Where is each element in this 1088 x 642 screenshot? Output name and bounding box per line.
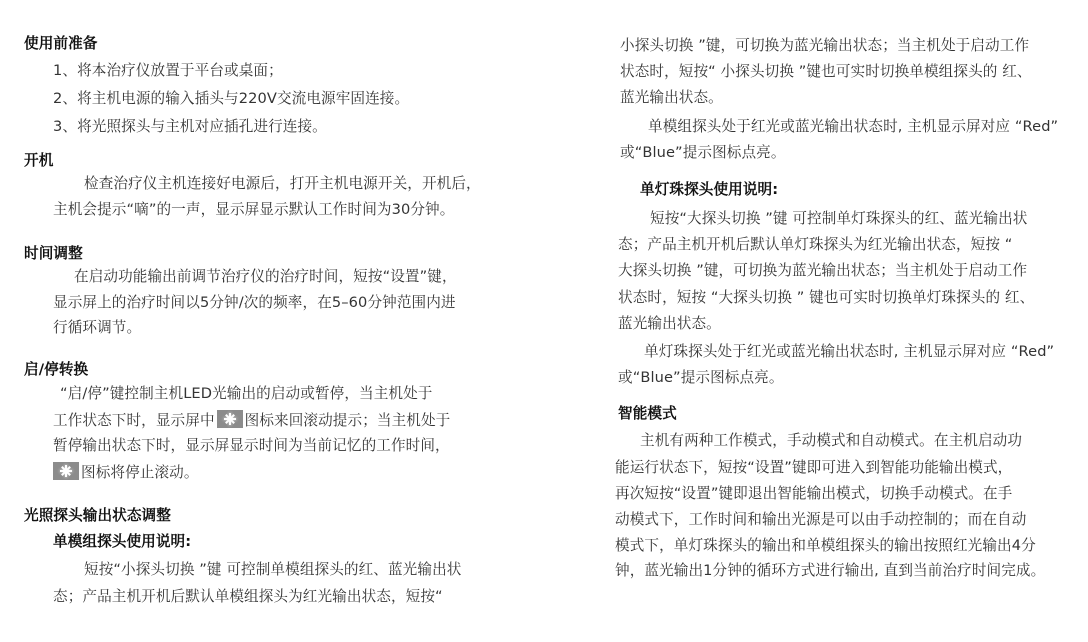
single-probe-line-5: 蓝光输出状态。 [618,315,721,332]
smart-mode-line-5: 模式下，单灯珠探头的输出和单模组探头的输出按照红光输出4分 [615,537,1036,554]
prep-step-1: 1、将本治疗仪放置于平台或桌面； [53,62,283,79]
single-display-line-2: 或“Blue”提示图标点亮。 [618,369,784,386]
module-probe-cont-line-2: 状态时，短按“ 小探头切换 ”键也可实时切换单模组探头的 红、 [620,63,1032,80]
start-stop-line-2b: 图标来回滚动提示；当主机处于 [244,412,451,429]
smart-mode-line-6: 钟，蓝光输出1分钟的循环方式进行输出, 直到当前治疗时间完成。 [615,562,1046,579]
section-title-power-on: 开机 [24,152,54,169]
single-probe-line-4: 状态时，短按 “大探头切换 ” 键也可实时切换单灯珠探头的 红、 [618,289,1035,306]
time-adjust-line-1: 在启动功能输出前调节治疗仪的治疗时间，短按“设置”键， [74,268,457,285]
section-title-probe-output: 光照探头输出状态调整 [24,507,171,524]
start-stop-line-2 [53,410,450,431]
module-probe-line-1: 短按“小探头切换 ”键 可控制单模组探头的红、蓝光输出状 [84,561,462,578]
start-stop-line-1: “启/停”键控制主机LED光输出的启动或暂停，当主机处于 [60,385,433,402]
subsection-title-single-probe: 单灯珠探头使用说明: [640,181,779,198]
module-probe-cont-line-3: 蓝光输出状态。 [620,89,723,106]
prep-step-3: 3、将光照探头与主机对应插孔进行连接。 [53,118,327,135]
sun-icon [217,410,243,428]
time-adjust-line-2: 显示屏上的治疗时间以5分钟/次的频率，在5–60分钟范围内进 [53,294,456,311]
smart-mode-line-3: 再次短按“设置”键即退出智能输出模式，切换手动模式。在手 [615,485,1013,502]
start-stop-line-2a: 工作状态下时，显示屏中 [53,412,215,429]
smart-mode-line-2: 能运行状态下，短按“设置”键即可进入到智能功能输出模式， [615,459,1013,476]
module-display-line-2: 或“Blue”提示图标点亮。 [620,144,786,161]
start-stop-line-4 [53,462,199,483]
single-display-line-1: 单灯珠探头处于红光或蓝光输出状态时, 主机显示屏对应 “Red” [644,343,1055,360]
section-title-smart-mode: 智能模式 [618,405,677,422]
sun-icon [53,462,79,480]
single-probe-line-3: 大探头切换 ”键，可切换为蓝光输出状态；当主机处于启动工作 [618,262,1028,279]
single-probe-line-2: 态；产品主机开机后默认单灯珠探头为红光输出状态，短按 “ [618,236,1013,253]
smart-mode-line-4: 动模式下，工作时间和输出光源是可以由手动控制的；而在自动 [615,511,1027,528]
section-title-time-adjust: 时间调整 [24,245,83,262]
section-title-start-stop: 启/停转换 [24,361,89,378]
smart-mode-line-1: 主机有两种工作模式，手动模式和自动模式。在主机启动功 [640,432,1023,449]
single-probe-line-1: 短按“大探头切换 ”键 可控制单灯珠探头的红、蓝光输出状 [650,210,1028,227]
section-title-preparation: 使用前准备 [24,35,98,52]
time-adjust-line-3: 行循环调节。 [53,319,142,336]
subsection-title-module-probe: 单模组探头使用说明: [53,533,192,550]
power-on-line-2: 主机会提示“嘀”的一声，显示屏显示默认工作时间为30分钟。 [53,201,455,218]
module-probe-line-2: 态；产品主机开机后默认单模组探头为红光输出状态，短按“ [53,588,443,605]
module-probe-cont-line-1: 小探头切换 ”键，可切换为蓝光输出状态；当主机处于启动工作 [620,37,1030,54]
power-on-line-1: 检查治疗仪主机连接好电源后，打开主机电源开关，开机后， [84,175,481,192]
prep-step-2: 2、将主机电源的输入插头与220V交流电源牢固连接。 [53,90,410,107]
start-stop-line-3: 暂停输出状态下时，显示屏显示时间为当前记忆的工作时间， [53,437,450,454]
module-display-line-1: 单模组探头处于红光或蓝光输出状态时, 主机显示屏对应 “Red” [648,118,1059,135]
start-stop-line-4-text: 图标将停止滚动。 [81,464,199,481]
